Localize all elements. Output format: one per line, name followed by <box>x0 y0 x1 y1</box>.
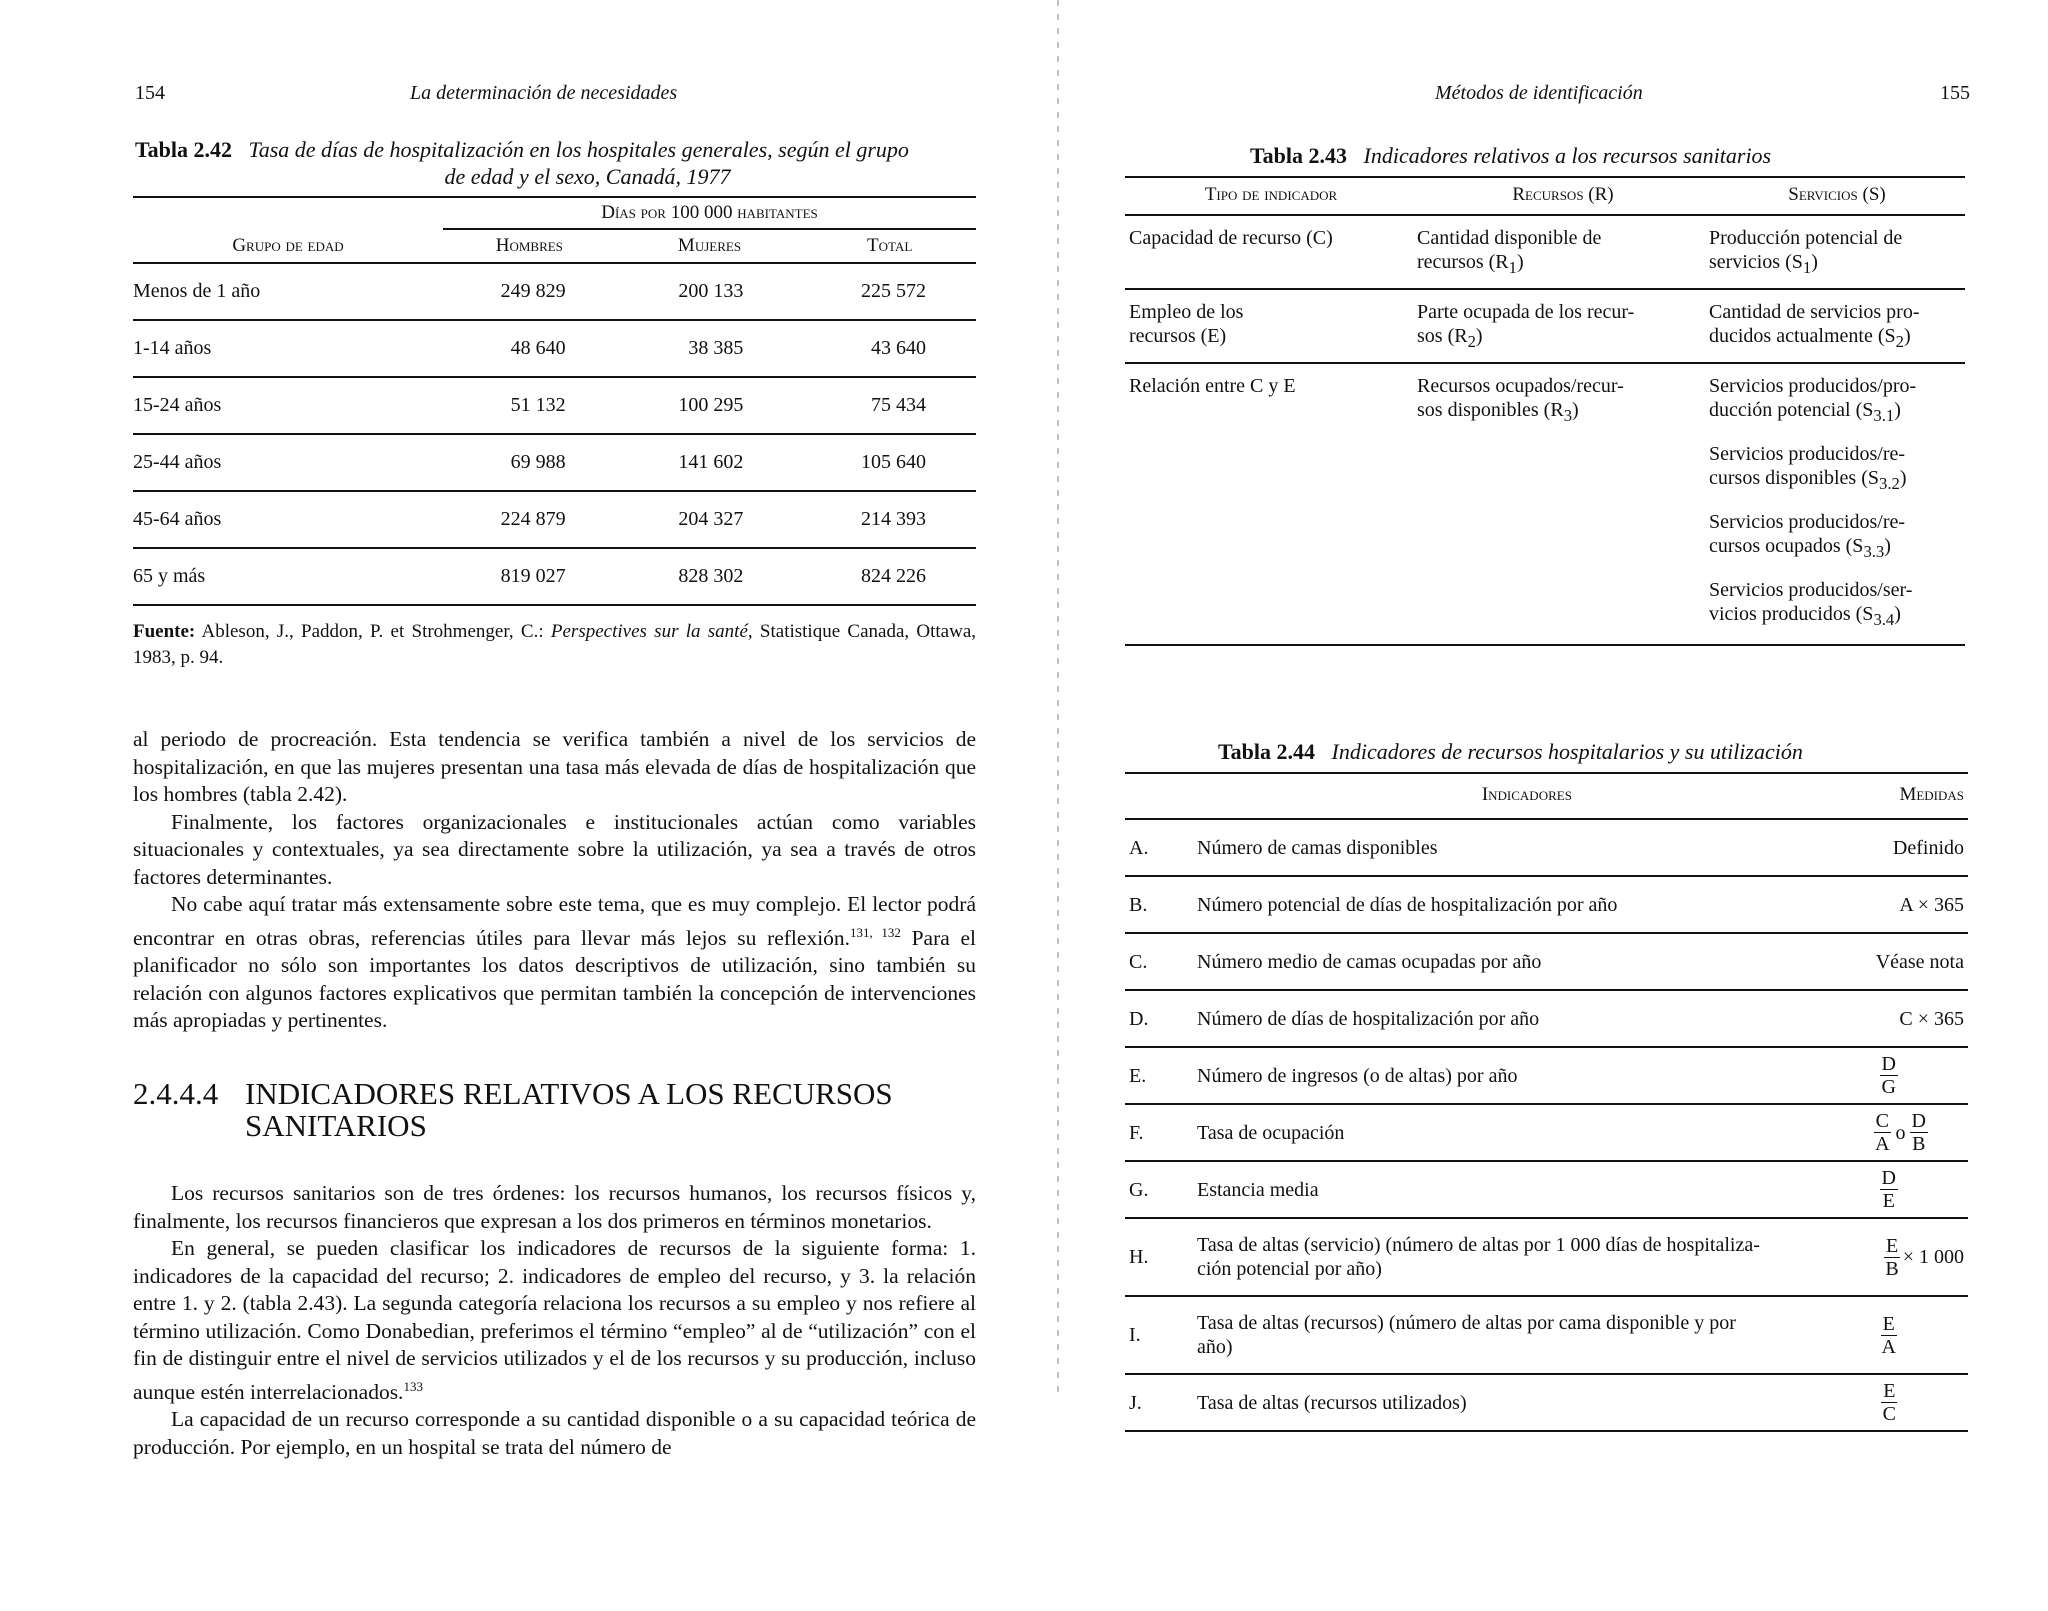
value-cell: 48 640 <box>443 320 616 377</box>
paragraph-5 <box>133 1235 976 1406</box>
indicator-text: Número potencial de días de hospitalización por año <box>1197 876 1857 933</box>
table-242-row <box>133 548 976 605</box>
table-243-row-1 <box>1125 215 1965 289</box>
age-group-cell: 1-14 años <box>133 320 443 377</box>
paragraph-4: Los recursos sanitarios son de tres órdenes: los recursos humanos, los recursos físicos y, finalmente, los recursos financieros que expresan a los dos primeros en términos monetarios. <box>133 1181 976 1233</box>
fraction: $\frac{E}{B}$ <box>1885 1234 1899 1280</box>
table-244-label: Tabla 2.44 <box>1218 739 1316 764</box>
table-242-title-line1: Tasa de días de hospitalización en los hospitales generales, según el grupo <box>248 137 909 162</box>
indicator-text: Número de días de hospitalización por año <box>1197 990 1857 1047</box>
table-242 <box>133 196 976 606</box>
table-242-caption <box>135 136 980 190</box>
t243-r2-c2: Parte ocupada de los recur- sos $(R_2)$ <box>1417 289 1709 363</box>
value-cell: 819 027 <box>443 548 616 605</box>
value-cell: 204 327 <box>616 491 804 548</box>
value-cell: 225 572 <box>803 263 976 320</box>
table-242-title-line2: de edad y el sexo, Canadá, 1977 <box>444 164 731 189</box>
value-cell: 38 385 <box>616 320 804 377</box>
footnote-ref-133: 133 <box>403 1378 423 1394</box>
running-head-right: Métodos de identificación <box>1435 82 1643 104</box>
age-group-cell: 45-64 años <box>133 491 443 548</box>
indicator-measure: Definido <box>1857 819 1968 876</box>
table-242-row <box>133 320 976 377</box>
value-cell: 200 133 <box>616 263 804 320</box>
table-244 <box>1125 772 1968 1432</box>
table-244-row <box>1125 819 1968 876</box>
page-gutter <box>1057 0 1059 1400</box>
indicator-text: Estancia media <box>1197 1161 1857 1218</box>
col-total: Total <box>803 229 976 263</box>
t243-r1-c2: Cantidad disponible de recursos $(R_1)$ <box>1417 215 1709 289</box>
table-244-row <box>1125 1218 1968 1296</box>
fraction: $\frac{C}{A}$ <box>1875 1110 1890 1155</box>
indicator-text: Número de ingresos (o de altas) por año <box>1197 1047 1857 1104</box>
value-cell: 43 640 <box>803 320 976 377</box>
t243-r3-c2: Recursos ocupados/recur- sos disponibles $(R_3)$ <box>1417 363 1709 645</box>
t243-r3-c1: Relación entre C y E <box>1125 363 1417 645</box>
table-243-caption <box>1250 142 1950 169</box>
table-243-row-3 <box>1125 363 1965 645</box>
table-242-source <box>133 619 976 671</box>
col-tipo: Tipo de indicador <box>1125 176 1417 215</box>
indicator-measure: A × 365 <box>1857 876 1968 933</box>
indicator-text: Tasa de ocupación <box>1197 1104 1857 1161</box>
indicator-letter: H. <box>1125 1218 1197 1296</box>
table-244-row <box>1125 876 1968 933</box>
indicator-measure <box>1857 1296 1968 1374</box>
indicator-letter: G. <box>1125 1161 1197 1218</box>
table-244-row <box>1125 1047 1968 1104</box>
fraction: $\frac{E}{A}$ <box>1881 1312 1896 1358</box>
table-242-row <box>133 377 976 434</box>
col-mujeres: Mujeres <box>616 229 804 263</box>
table-243-label: Tabla 2.43 <box>1250 143 1348 168</box>
table-244-row <box>1125 933 1968 990</box>
paragraph-1: al periodo de procreación. Esta tendencia se verifica también a nivel de los servicios de hospitalización, en que las mujeres presentan una tasa más elevada de días de hospitalización que los hombres (tabla 2.42). <box>133 727 976 806</box>
table-244-row <box>1125 1374 1968 1431</box>
value-cell: 69 988 <box>443 434 616 491</box>
footnote-ref-131: 131, 132 <box>850 924 901 940</box>
paragraph-6: La capacidad de un recurso corresponde a su cantidad disponible o a su capacidad teórica de producción. Por ejemplo, en un hospital se trata del número de <box>133 1407 976 1459</box>
indicator-measure: $\frac{E}{B}$ × 1 000 <box>1857 1218 1968 1296</box>
value-cell: 105 640 <box>803 434 976 491</box>
age-group-cell: 25-44 años <box>133 434 443 491</box>
indicator-text: Tasa de altas (recursos) (número de altas por cama disponible y por año) <box>1197 1296 1857 1374</box>
indicator-measure: Véase nota <box>1857 933 1968 990</box>
age-group-cell: Menos de 1 año <box>133 263 443 320</box>
indicator-letter: B. <box>1125 876 1197 933</box>
indicator-measure <box>1857 1374 1968 1431</box>
col-recursos: Recursos (R) <box>1417 176 1709 215</box>
table-242-row <box>133 263 976 320</box>
body-text-bottom <box>133 1180 976 1461</box>
indicator-text: Número de camas disponibles <box>1197 819 1857 876</box>
table-242-label: Tabla 2.42 <box>135 137 233 162</box>
page-number-right: 155 <box>1940 82 1970 104</box>
table-244-row <box>1125 1161 1968 1218</box>
age-group-cell: 15-24 años <box>133 377 443 434</box>
section-heading <box>133 1078 993 1142</box>
indicator-measure <box>1857 1161 1968 1218</box>
fraction: $\frac{D}{B}$ <box>1911 1110 1926 1155</box>
section-title-2: SANITARIOS <box>245 1108 427 1143</box>
table-244-body <box>1125 819 1968 1431</box>
indicator-letter: I. <box>1125 1296 1197 1374</box>
indicator-letter: J. <box>1125 1374 1197 1431</box>
table-242-row <box>133 491 976 548</box>
t243-r1-c3: Producción potencial de servicios $(S_1)$ <box>1709 215 1965 289</box>
indicator-letter: A. <box>1125 819 1197 876</box>
value-cell: 51 132 <box>443 377 616 434</box>
value-cell: 100 295 <box>616 377 804 434</box>
paragraph-3 <box>133 891 976 1035</box>
table-244-caption <box>1218 738 1978 765</box>
value-cell: 75 434 <box>803 377 976 434</box>
indicator-letter: E. <box>1125 1047 1197 1104</box>
value-cell: 828 302 <box>616 548 804 605</box>
table-243-title: Indicadores relativos a los recursos sanitarios <box>1363 143 1772 168</box>
running-head-left: La determinación de necesidades <box>410 82 678 104</box>
value-cell: 141 602 <box>616 434 804 491</box>
fraction: $\frac{E}{C}$ <box>1882 1380 1896 1425</box>
source-label: Fuente: <box>133 621 196 642</box>
paragraph-2: Finalmente, los factores organizacionales e institucionales actúan como variables situacionales y contextuales, ya sea directamente sobre la utilización, ya sea a través de otros factores determinantes. <box>133 809 976 889</box>
value-cell: 824 226 <box>803 548 976 605</box>
fraction: $\frac{D}{G}$ <box>1881 1053 1896 1098</box>
indicator-text: Tasa de altas (servicio) (número de altas por 1 000 días de hospitaliza- ción potencial por año) <box>1197 1218 1857 1296</box>
t243-r1-c1: Capacidad de recurso (C) <box>1125 215 1417 289</box>
indicator-text: Tasa de altas (recursos utilizados) <box>1197 1374 1857 1431</box>
col-servicios: Servicios (S) <box>1709 176 1965 215</box>
t243-r2-c3: Cantidad de servicios pro- ducidos actualmente $(S_2)$ <box>1709 289 1965 363</box>
table-242-header-group: Días por 100 000 habitantes <box>443 197 976 229</box>
col-medidas: Medidas <box>1857 772 1968 819</box>
age-group-cell: 65 y más <box>133 548 443 605</box>
col-indicadores: Indicadores <box>1197 772 1857 819</box>
t243-r3-c3: Servicios producidos/pro- ducción potencial $(S_{3.1})$ Servicios producidos/re- cursos disponibles $(S_{3.2})$ Servicios producidos/re- cursos ocupados $(S_{3.3})$ Servicios producidos/ser- vicios producidos $(S_{3.4})$ <box>1709 363 1965 645</box>
indicator-text: Número medio de camas ocupadas por año <box>1197 933 1857 990</box>
value-cell: 249 829 <box>443 263 616 320</box>
section-number: 2.4.4.4 <box>133 1076 219 1111</box>
value-cell: 224 879 <box>443 491 616 548</box>
table-243-row-2 <box>1125 289 1965 363</box>
paragraph-3a: No cabe aquí tratar más extensamente sobre este tema, que es muy complejo. El lector podrá encontrar en otras obras, referencias útiles para llevar más lejos su reflexión. <box>133 892 976 950</box>
table-242-body <box>133 263 976 605</box>
indicator-measure <box>1857 1047 1968 1104</box>
col-grupo: Grupo de edad <box>133 229 443 263</box>
table-242-row <box>133 434 976 491</box>
fraction: $\frac{D}{E}$ <box>1881 1167 1896 1212</box>
t243-r2-c1: Empleo de los recursos (E) <box>1125 289 1417 363</box>
table-244-row <box>1125 1296 1968 1374</box>
left-page <box>0 0 1020 1611</box>
source-italic: Perspectives sur la santé, <box>550 621 753 642</box>
paragraph-5a: En general, se pueden clasificar los indicadores de recursos de la siguiente forma: 1. indicadores de la capacidad del recurso; 2. indicadores de empleo del recurso, y 3. la relación entre 1. y 2. (tabla 2.43). La segunda categoría relaciona los recursos a su empleo y nos refiere al término utilización. Como Donabedian, preferimos el término “empleo” al de “utilización” con el fin de distinguir entre el nivel de servicios utilizados y el de los recursos y su producción, incluso aunque estén interrelacionados. <box>133 1236 976 1404</box>
indicator-measure: C × 365 <box>1857 990 1968 1047</box>
paragraph-3b: Para el planificador no sólo son importantes los datos descriptivos de utilización, sino también su relación con algunos factores explicativos que permitan también la concepción de intervenciones más apropiadas y pertinentes. <box>133 925 976 1033</box>
value-cell: 214 393 <box>803 491 976 548</box>
body-text-top <box>133 726 976 1035</box>
table-243 <box>1125 176 1965 646</box>
indicator-letter: F. <box>1125 1104 1197 1161</box>
table-242-top-rule <box>133 196 976 198</box>
table-244-row <box>1125 1104 1968 1161</box>
indicator-letter: D. <box>1125 990 1197 1047</box>
section-title-1: INDICADORES RELATIVOS A LOS RECURSOS <box>245 1076 893 1111</box>
table-244-title: Indicadores de recursos hospitalarios y su utilización <box>1331 739 1803 764</box>
table-244-row <box>1125 990 1968 1047</box>
source-text2: Statistique Canada, Ottawa, 1983, p. 94. <box>133 621 977 668</box>
col-hombres: Hombres <box>443 229 616 263</box>
indicator-letter: C. <box>1125 933 1197 990</box>
page-number-left: 154 <box>135 82 165 104</box>
indicator-measure: $\frac{C}{A}$ o $\frac{D}{B}$ <box>1857 1104 1968 1161</box>
source-text1: Ableson, J., Paddon, P. et Strohmenger, C.: <box>201 621 544 642</box>
